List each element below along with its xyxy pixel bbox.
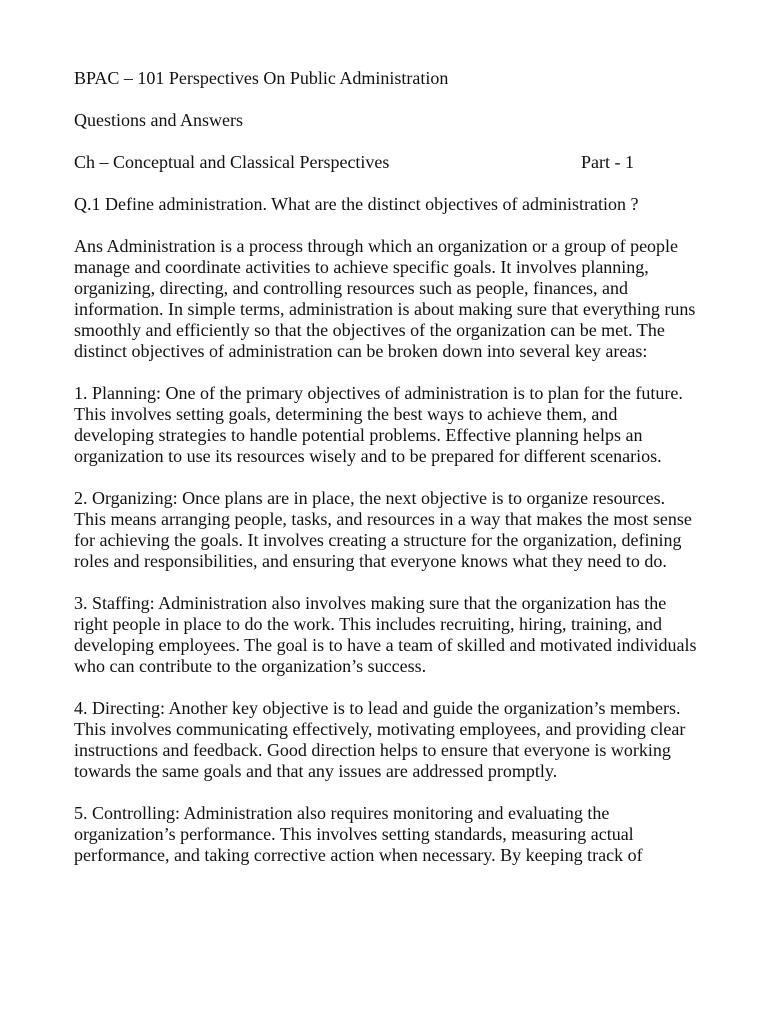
course-title: BPAC – 101 Perspectives On Public Administration: [74, 68, 449, 88]
question-text: Q.1 Define administration. What are the distinct objectives of administration ?: [74, 194, 639, 214]
answer-point-organizing: 2. Organizing: Once plans are in place, the next objective is to organize resources. This means arranging people, tasks, and resources in a way that makes the most sense for achieving the goals. It involves creating a structure for the organization, defining roles and responsibilities, and ensuring that everyone knows what they need to do.: [74, 488, 692, 571]
answer-point-staffing: 3. Staffing: Administration also involves making sure that the organization has the right people in place to do the work. This includes recruiting, hiring, training, and developing employees. The goal is to have a team of skilled and motivated individuals who can contribute to the organization’s success.: [74, 593, 697, 676]
spacer: [74, 215, 698, 236]
answer-intro: Ans Administration is a process through which an organization or a group of people manage and coordinate activities to achieve specific goals. It involves planning, organizing, directing, and controlling resources such as people, finances, and information. In simple terms, administration is about making sure that everything runs smoothly and efficiently so that the objectives of the organization can be met. The distinct objectives of administration can be broken down into several key areas:: [74, 236, 696, 361]
spacer: [74, 89, 698, 110]
spacer: [74, 677, 698, 698]
answer-point-planning: 1. Planning: One of the primary objectives of administration is to plan for the future. This involves setting goals, determining the best ways to achieve them, and developing strategies to handle potential problems. Effective planning helps an organization to use its resources wisely and to be prepared for different scenarios.: [74, 383, 683, 466]
spacer: [74, 173, 698, 194]
part-label: Part - 1: [581, 152, 634, 172]
chapter-row: [74, 152, 698, 173]
spacer: [74, 131, 698, 152]
spacer: [74, 467, 698, 488]
document-subtitle: Questions and Answers: [74, 110, 243, 130]
spacer: [74, 782, 698, 803]
answer-point-controlling: 5. Controlling: Administration also requires monitoring and evaluating the organization’s performance. This involves setting standards, measuring actual performance, and taking corrective action when necessary. By keeping track of: [74, 803, 643, 865]
document-page: [74, 68, 698, 866]
spacer: [74, 572, 698, 593]
spacer: [74, 362, 698, 383]
answer-point-directing: 4. Directing: Another key objective is to lead and guide the organization’s members. This involves communicating effectively, motivating employees, and providing clear instructions and feedback. Good direction helps to ensure that everyone is working towards the same goals and that any issues are addressed promptly.: [74, 698, 686, 781]
chapter-title: Ch – Conceptual and Classical Perspectives: [74, 152, 390, 172]
